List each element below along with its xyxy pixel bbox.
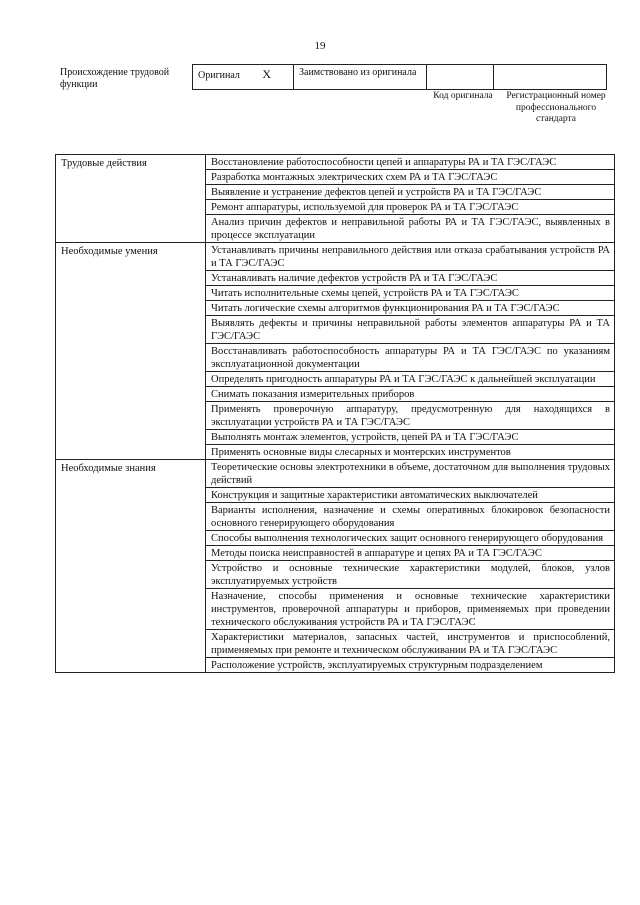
origin-original-cell <box>193 65 294 90</box>
origin-original-mark: X <box>262 67 272 81</box>
section-item: Теоретические основы электротехники в объеме, достаточном для выполнения трудовых действий <box>206 460 615 488</box>
origin-code-cell <box>427 65 494 90</box>
origin-original-label: Оригинал <box>198 70 240 81</box>
section-item: Восстановление работоспособности цепей и аппаратуры РА и ТА ГЭС/ГАЭС <box>206 155 615 170</box>
section-item: Применять проверочную аппаратуру, предусмотренную для находящихся в эксплуатации устройств РА и ТА ГЭС/ГАЭС <box>206 402 615 430</box>
section-item: Методы поиска неисправностей в аппаратуре и цепях РА и ТА ГЭС/ГАЭС <box>206 546 615 561</box>
origin-code-caption: Код оригинала <box>433 91 493 101</box>
page-number: 19 <box>314 40 326 52</box>
section-item: Назначение, способы применения и основные технические характеристики инструментов, проверочной аппаратуры и приборов, применяемых при проведении технического обслуживания устройств РА и ТА ГЭС/ГАЭС <box>206 589 615 630</box>
section-item: Расположение устройств, эксплуатируемых структурным подразделением <box>206 658 615 673</box>
section-item: Читать исполнительные схемы цепей, устройств РА и ТА ГЭС/ГАЭС <box>206 286 615 301</box>
origin-label: Происхождение трудовой функции <box>60 67 170 90</box>
section-item: Читать логические схемы алгоритмов функционирования РА и ТА ГЭС/ГАЭС <box>206 301 615 316</box>
section-title: Трудовые действия <box>56 155 206 243</box>
origin-table <box>192 64 607 90</box>
section-item: Варианты исполнения, назначение и схемы оперативных блокировок безопасности основного генерирующего оборудования <box>206 503 615 531</box>
section-item: Определять пригодность аппаратуры РА и ТА ГЭС/ГАЭС к дальнейшей эксплуатации <box>206 372 615 387</box>
section-item: Ремонт аппаратуры, используемой для проверок РА и ТА ГЭС/ГАЭС <box>206 200 615 215</box>
section-item: Выявлять дефекты и причины неправильной работы элементов аппаратуры РА и ТА ГЭС/ГАЭС <box>206 316 615 344</box>
section-item: Устройство и основные технические характеристики модулей, блоков, узлов эксплуатируемых устройств <box>206 561 615 589</box>
table-row <box>56 243 615 271</box>
section-item: Выполнять монтаж элементов, устройств, цепей РА и ТА ГЭС/ГАЭС <box>206 430 615 445</box>
section-item: Характеристики материалов, запасных частей, инструментов и приспособлений, применяемых при ремонте и техническом обслуживании РА и ТА ГЭС/ГАЭС <box>206 630 615 658</box>
section-item: Устанавливать наличие дефектов устройств РА и ТА ГЭС/ГАЭС <box>206 271 615 286</box>
origin-borrowed-cell: Заимствовано из оригинала <box>294 65 427 90</box>
section-item: Разработка монтажных электрических схем РА и ТА ГЭС/ГАЭС <box>206 170 615 185</box>
origin-reg-cell <box>494 65 607 90</box>
section-item: Снимать показания измерительных приборов <box>206 387 615 402</box>
origin-reg-caption: Регистрационный номер профессионального стандарта <box>506 91 606 124</box>
section-item: Выявление и устранение дефектов цепей и устройств РА и ТА ГЭС/ГАЭС <box>206 185 615 200</box>
section-item: Конструкция и защитные характеристики автоматических выключателей <box>206 488 615 503</box>
section-item: Восстанавливать работоспособность аппаратуры РА и ТА ГЭС/ГАЭС по указаниям эксплуатационной документации <box>206 344 615 372</box>
section-item: Способы выполнения технологических защит основного генерирующего оборудования <box>206 531 615 546</box>
function-table <box>55 154 615 673</box>
section-title: Необходимые знания <box>56 460 206 673</box>
section-item: Устанавливать причины неправильного действия или отказа срабатывания устройств РА и ТА ГЭС/ГАЭС <box>206 243 615 271</box>
table-row <box>56 460 615 488</box>
section-title: Необходимые умения <box>56 243 206 460</box>
table-row <box>56 155 615 170</box>
section-item: Применять основные виды слесарных и монтерских инструментов <box>206 445 615 460</box>
section-item: Анализ причин дефектов и неправильной работы РА и ТА ГЭС/ГАЭС, выявленных в процессе эксплуатации <box>206 215 615 243</box>
